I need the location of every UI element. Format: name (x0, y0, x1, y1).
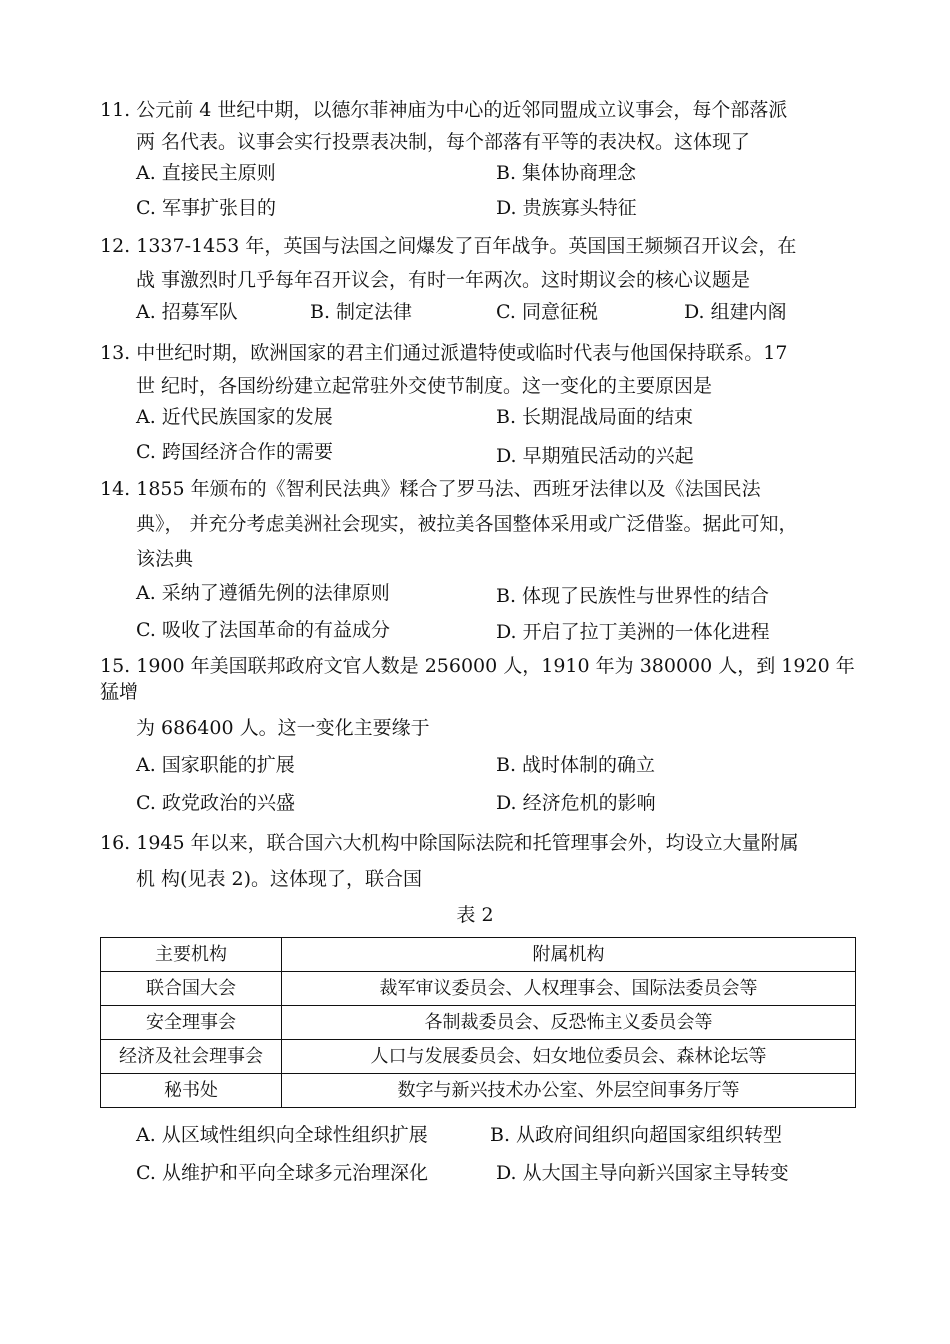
q12-stem-line2: 战 事激烈时几乎每年召开议会，有时一年两次。这时期议会的核心议题是 (136, 269, 751, 291)
q15-stem-line2: 猛增 (100, 681, 139, 703)
q14-stem-line2: 典》， 并充分考虑美洲社会现实，被拉美各国整体采用或广泛借鉴。据此可知， (136, 513, 798, 535)
q14-option-c: C. 吸收了法国革命的有益成分 (136, 619, 390, 641)
q12-option-a: A. 招募军队 (136, 301, 238, 323)
table-row (101, 1040, 856, 1074)
table-caption: 表 2 (456, 904, 494, 926)
table-cell: 各制裁委员会、反恐怖主义委员会等 (282, 1006, 856, 1040)
q11-option-b: B. 集体协商理念 (496, 162, 637, 184)
table-header-cell: 附属机构 (282, 938, 856, 972)
table-cell: 经济及社会理事会 (101, 1040, 282, 1074)
q13-option-d: D. 早期殖民活动的兴起 (496, 445, 694, 467)
table-cell: 安全理事会 (101, 1006, 282, 1040)
q12-option-b: B. 制定法律 (310, 301, 413, 323)
q12-stem-line1: 12. 1337-1453 年，英国与法国之间爆发了百年战争。英国国王频频召开议会，在 (100, 235, 797, 257)
q15-option-d: D. 经济危机的影响 (496, 792, 656, 814)
q13-option-b: B. 长期混战局面的结束 (496, 406, 694, 428)
q16-option-b: B. 从政府间组织向超国家组织转型 (490, 1124, 783, 1146)
institutions-table (100, 937, 856, 1108)
table-cell: 联合国大会 (101, 972, 282, 1006)
q11-stem-line2: 两 名代表。议事会实行投票表决制，每个部落有平等的表决权。这体现了 (136, 131, 751, 153)
q14-option-d: D. 开启了拉丁美洲的一体化进程 (496, 621, 770, 643)
q11-option-d: D. 贵族寡头特征 (496, 197, 637, 219)
q13-option-c: C. 跨国经济合作的需要 (136, 441, 333, 463)
q14-option-b: B. 体现了民族性与世界性的结合 (496, 585, 770, 607)
q11-stem-line1: 11. 公元前 4 世纪中期，以德尔菲神庙为中心的近邻同盟成立议事会，每个部落派 (100, 99, 788, 121)
q13-option-a: A. 近代民族国家的发展 (136, 406, 333, 428)
q11-option-a: A. 直接民主原则 (136, 162, 276, 184)
table-header-cell: 主要机构 (101, 938, 282, 972)
q15-option-c: C. 政党政治的兴盛 (136, 792, 295, 814)
table-cell: 秘书处 (101, 1074, 282, 1108)
q14-stem-line3: 该法典 (136, 548, 194, 570)
q16-stem-line2: 机 构(见表 2)。这体现了，联合国 (136, 868, 422, 890)
table-header-row (101, 938, 856, 972)
q16-option-d: D. 从大国主导向新兴国家主导转变 (496, 1162, 789, 1184)
table-row (101, 972, 856, 1006)
q15-stem-line3: 为 686400 人。这一变化主要缘于 (136, 717, 430, 739)
table-cell: 裁军审议委员会、人权理事会、国际法委员会等 (282, 972, 856, 1006)
q16-stem-line1: 16. 1945 年以来，联合国六大机构中除国际法院和托管理事会外，均设立大量附属 (100, 832, 799, 854)
table-cell: 数字与新兴技术办公室、外层空间事务厅等 (282, 1074, 856, 1108)
table-row (101, 1074, 856, 1108)
q15-option-b: B. 战时体制的确立 (496, 754, 656, 776)
q15-option-a: A. 国家职能的扩展 (136, 754, 295, 776)
q12-option-c: C. 同意征税 (496, 301, 598, 323)
q13-stem-line2: 世 纪时，各国纷纷建立起常驻外交使节制度。这一变化的主要原因是 (136, 375, 713, 397)
q14-option-a: A. 采纳了遵循先例的法律原则 (136, 582, 390, 604)
table-cell: 人口与发展委员会、妇女地位委员会、森林论坛等 (282, 1040, 856, 1074)
q16-option-a: A. 从区域性组织向全球性组织扩展 (136, 1124, 428, 1146)
q11-option-c: C. 军事扩张目的 (136, 197, 276, 219)
q13-stem-line1: 13. 中世纪时期，欧洲国家的君主们通过派遣特使或临时代表与他国保持联系。17 (100, 342, 788, 364)
q12-option-d: D. 组建内阁 (684, 301, 787, 323)
table-row (101, 1006, 856, 1040)
q16-option-c: C. 从维护和平向全球多元治理深化 (136, 1162, 428, 1184)
q14-stem-line1: 14. 1855 年颁布的《智利民法典》糅合了罗马法、西班牙法律以及《法国民法 (100, 478, 761, 500)
q15-stem-line1: 15. 1900 年美国联邦政府文官人数是 256000 人，1910 年为 380000 人，到 1920 年 (100, 655, 855, 677)
